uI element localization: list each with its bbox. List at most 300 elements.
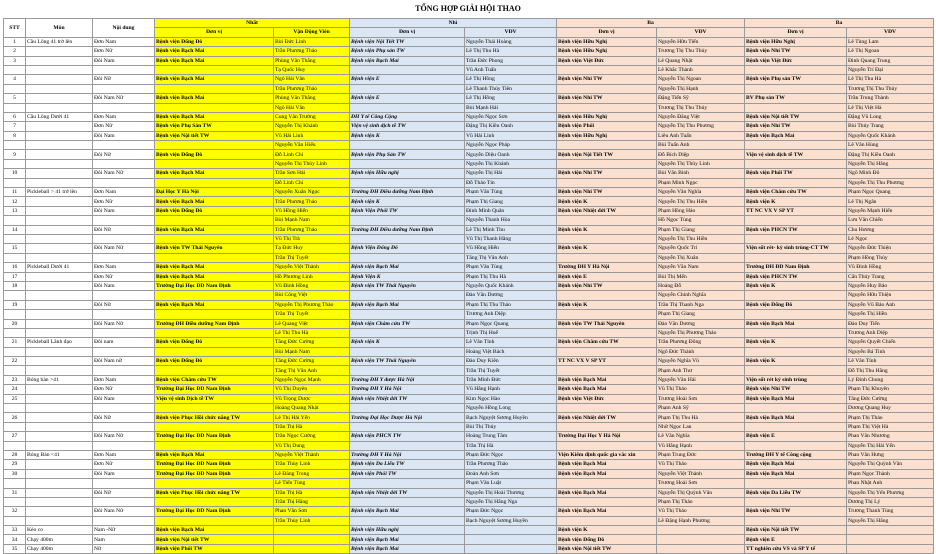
header-vdv-ba1: VĐV	[657, 28, 745, 37]
cell-nhi-donvi: Bệnh viện Bạch Mai	[350, 300, 465, 309]
header-donvi-nhi: Đơn vị	[350, 28, 465, 37]
cell-nhat-donvi	[155, 234, 274, 243]
cell-ba2-donvi: Bệnh viện Bạch Mai	[745, 394, 847, 403]
cell-nhat-vdv	[274, 544, 350, 553]
cell-stt: 29	[4, 460, 26, 469]
cell-noidung: Đôi Nam Nữ	[93, 94, 155, 103]
cell-mon: Bóng bàn >41	[26, 375, 93, 384]
cell-nhat-vdv: Bùi Mạnh Nam	[274, 347, 350, 356]
header-mon: Môn	[26, 19, 93, 38]
table-row	[4, 488, 934, 497]
cell-ba2-donvi: Bệnh viện Nội tiết TW	[745, 112, 847, 121]
cell-ba2-vdv: Trương Anh Diệp	[847, 328, 934, 337]
cell-noidung	[93, 497, 155, 506]
cell-ba2-donvi	[745, 310, 847, 319]
cell-ba1-donvi: Bệnh viện K	[557, 197, 657, 206]
cell-nhat-vdv: Hoàng Quang Nhật	[274, 404, 350, 413]
cell-ba1-donvi: Bệnh viện Hữu Nghị	[557, 131, 657, 140]
cell-noidung: Đơn Nam	[93, 112, 155, 121]
table-row	[4, 413, 934, 422]
cell-stt: 12	[4, 197, 26, 206]
cell-ba1-donvi: Bệnh viện E	[557, 272, 657, 281]
cell-ba1-donvi: Bệnh viện Nhi TW	[557, 75, 657, 84]
header-vdv-nhat: Vận Động Viên	[274, 28, 350, 37]
cell-nhat-vdv: Tăng Đức Cường	[274, 338, 350, 347]
cell-ba2-donvi: Bệnh viện E	[745, 432, 847, 441]
cell-ba1-vdv: Trần Thị Thanh Nga	[657, 300, 745, 309]
cell-nhat-donvi: Bệnh viện Nội tiết TW	[155, 535, 274, 544]
cell-mon	[26, 328, 93, 337]
cell-nhi-vdv: Nguyễn Thị Khánh	[465, 159, 557, 168]
cell-nhat-donvi: Bệnh viện Đống Đô	[155, 206, 274, 215]
cell-stt	[4, 366, 26, 375]
cell-nhi-donvi: Bệnh viện E	[350, 75, 465, 84]
cell-stt	[4, 310, 26, 319]
cell-nhi-donvi	[350, 328, 465, 337]
cell-ba2-donvi	[745, 159, 847, 168]
cell-ba2-donvi	[745, 366, 847, 375]
cell-noidung: Đôi Nam Nữ	[93, 507, 155, 516]
cell-nhi-vdv: Lê Thanh Thúy Tiên	[465, 84, 557, 93]
cell-ba1-donvi: Bệnh viện Nhi TW	[557, 281, 657, 290]
cell-ba1-vdv: Phạm Thị Thảo	[657, 497, 745, 506]
cell-ba2-donvi: TT nghiên cứu VS và SP Y tế	[745, 544, 847, 553]
table-row	[4, 385, 934, 394]
cell-nhi-vdv: Trần Thị Hà	[465, 441, 557, 450]
cell-mon: Pickleball Dưới 41	[26, 263, 93, 272]
cell-nhat-donvi: Bệnh viện Bạch Mai	[155, 112, 274, 121]
cell-noidung: Đôi Nam Nữ	[93, 319, 155, 328]
cell-nhat-donvi: Bệnh viện Bạch Mai	[155, 56, 274, 65]
cell-ba2-donvi	[745, 84, 847, 93]
cell-ba2-donvi: Trường ĐH Y tế Công cộng	[745, 450, 847, 459]
cell-ba2-donvi: Viện sốt rét- ký sinh trùng-CT TW	[745, 244, 847, 253]
cell-nhi-vdv: Phạm Văn Luật	[465, 479, 557, 488]
cell-ba1-donvi: Bệnh viện Nhi TW	[557, 188, 657, 197]
cell-stt	[4, 65, 26, 74]
cell-nhi-vdv: Lê Thị Hồng	[465, 75, 557, 84]
cell-nhi-donvi: Bệnh viện TW Thái Nguyên	[350, 357, 465, 366]
cell-ba2-donvi	[745, 291, 847, 300]
cell-mon: Cầu Lông 41 trở lên	[26, 37, 93, 46]
cell-ba2-donvi: Bệnh viện Nhi TW	[745, 385, 847, 394]
table-row	[4, 404, 934, 413]
cell-nhi-donvi: ĐH Y tế Công Cộng	[350, 112, 465, 121]
cell-nhat-donvi	[155, 328, 274, 337]
cell-nhi-vdv: Phạm Thị Thu Hà	[465, 272, 557, 281]
table-row	[4, 131, 934, 140]
cell-nhat-donvi: Bệnh viện Phổi TW	[155, 544, 274, 553]
cell-nhi-donvi: Trường ĐH Điều dưỡng Nam Định	[350, 225, 465, 234]
cell-stt: 4	[4, 75, 26, 84]
cell-ba1-vdv	[657, 544, 745, 553]
cell-ba2-vdv: Phạm Ngọc Quang	[847, 188, 934, 197]
cell-mon	[26, 65, 93, 74]
cell-ba1-vdv: Phạm Anh Thư	[657, 366, 745, 375]
cell-mon	[26, 422, 93, 431]
cell-noidung: Đôi Nam Nữ	[93, 432, 155, 441]
header-noidung: Nội dung	[93, 19, 155, 38]
cell-mon	[26, 56, 93, 65]
table-row	[4, 347, 934, 356]
cell-nhat-vdv: Vũ Hải Linh	[274, 131, 350, 140]
cell-nhat-donvi: Bệnh viện Phục Hồi chức năng TW	[155, 413, 274, 422]
cell-ba1-donvi: Bệnh viện Nhiệt đới TW	[557, 206, 657, 215]
cell-nhi-vdv: Nguyễn Hồng Long	[465, 404, 557, 413]
cell-ba1-vdv	[657, 526, 745, 535]
cell-stt: 14	[4, 225, 26, 234]
cell-nhi-donvi: Trường Đại Học Dược Hà Nội	[350, 413, 465, 422]
cell-mon	[26, 319, 93, 328]
cell-mon	[26, 206, 93, 215]
cell-ba1-donvi: Bệnh viện Phổi	[557, 122, 657, 131]
cell-stt: 23	[4, 375, 26, 384]
cell-ba1-vdv: Lê Đặng Hạnh Phương	[657, 516, 745, 525]
table-row	[4, 225, 934, 234]
cell-ba1-vdv	[657, 535, 745, 544]
cell-ba2-donvi: Bệnh viện Nhi TW	[745, 122, 847, 131]
cell-nhi-vdv: Trần Đức Phong	[465, 56, 557, 65]
cell-nhi-donvi: Bệnh viện Bạch Mai	[350, 535, 465, 544]
cell-nhi-vdv: Phạm Thị Giang	[465, 197, 557, 206]
cell-ba1-vdv: Vũ Hằng Hạnh	[657, 441, 745, 450]
cell-ba1-donvi: Bệnh viện Nhi TW	[557, 94, 657, 103]
header-vdv-ba2: VĐV	[847, 28, 934, 37]
table-row	[4, 263, 934, 272]
table-row	[4, 544, 934, 553]
cell-noidung	[93, 216, 155, 225]
table-row	[4, 357, 934, 366]
cell-nhi-donvi	[350, 84, 465, 93]
cell-noidung: Đôi Nam	[93, 56, 155, 65]
cell-ba2-donvi: Bệnh viện Phụ sản TW	[745, 75, 847, 84]
cell-nhat-donvi	[155, 441, 274, 450]
cell-stt: 18	[4, 281, 26, 290]
table-row	[4, 319, 934, 328]
cell-nhi-vdv: Đặng Thị Kiều Oanh	[465, 122, 557, 131]
cell-nhi-vdv: Nguyễn Ngọc Sơn	[465, 112, 557, 121]
cell-nhat-donvi: Trường Đại Học ĐD Nam Định	[155, 432, 274, 441]
cell-stt	[4, 253, 26, 262]
cell-ba2-donvi: Bệnh viện Hữu Nghị	[745, 37, 847, 46]
cell-mon	[26, 244, 93, 253]
cell-nhat-vdv: Phan Văn Sơn	[274, 507, 350, 516]
cell-nhi-donvi	[350, 234, 465, 243]
cell-mon	[26, 310, 93, 319]
cell-ba2-donvi: TT NC VX V SP YT	[745, 206, 847, 215]
cell-nhat-vdv: Nguyễn Việt Thành	[274, 263, 350, 272]
cell-stt: 20	[4, 319, 26, 328]
cell-ba2-vdv: Trương Thị Thu Thủy	[847, 84, 934, 93]
cell-stt	[4, 103, 26, 112]
cell-ba2-vdv: Tăng Đức Cường	[847, 394, 934, 403]
cell-mon	[26, 103, 93, 112]
cell-nhat-vdv: Nguyễn Việt Thành	[274, 450, 350, 459]
cell-nhi-vdv: Trương Anh Diệp	[465, 310, 557, 319]
cell-stt: 3	[4, 56, 26, 65]
cell-nhat-donvi	[155, 347, 274, 356]
cell-ba1-vdv: Phạm Anh Sỹ	[657, 404, 745, 413]
cell-nhat-donvi	[155, 366, 274, 375]
cell-mon	[26, 469, 93, 478]
cell-nhat-vdv: Nguyễn Thị Khánh	[274, 122, 350, 131]
cell-nhi-donvi: Bệnh viện Bạch Mai	[350, 56, 465, 65]
header-row-1	[4, 19, 934, 28]
cell-ba2-vdv: Phạm Thị Khuyên	[847, 385, 934, 394]
cell-nhi-vdv: Trịnh Thị Huế	[465, 328, 557, 337]
cell-nhi-vdv: Đỗ Thảo Tín	[465, 178, 557, 187]
cell-noidung	[93, 347, 155, 356]
cell-nhi-donvi: Bệnh viện PHCN TW	[350, 432, 465, 441]
cell-ba1-donvi: Bệnh viện Nhiệt đới TW	[557, 413, 657, 422]
cell-nhi-donvi	[350, 216, 465, 225]
cell-ba2-vdv: Nguyễn Mạnh Hiển	[847, 206, 934, 215]
cell-noidung	[93, 159, 155, 168]
table-row	[4, 526, 934, 535]
header-nhi: Nhì	[350, 19, 557, 28]
cell-ba1-donvi: Viện Kiểm định quốc gia vắc xin	[557, 450, 657, 459]
cell-nhat-donvi: Trường Đại Học ĐD Nam Định	[155, 469, 274, 478]
cell-nhi-donvi: Bệnh viện E	[350, 94, 465, 103]
cell-nhi-donvi	[350, 65, 465, 74]
cell-mon: Kéo co	[26, 526, 93, 535]
cell-ba1-vdv: Trương Hoài Sơn	[657, 394, 745, 403]
cell-ba1-vdv: Trương Thị Thu Thủy	[657, 103, 745, 112]
cell-ba2-vdv: Ngô Minh Đô	[847, 169, 934, 178]
cell-stt	[4, 84, 26, 93]
cell-ba2-donvi: Bệnh viện K	[745, 338, 847, 347]
cell-noidung: Đôi Nam	[93, 206, 155, 215]
cell-ba2-vdv: Nguyễn Bá Tình	[847, 347, 934, 356]
table-row	[4, 338, 934, 347]
cell-stt: 31	[4, 488, 26, 497]
cell-ba1-donvi	[557, 291, 657, 300]
cell-ba1-donvi	[557, 141, 657, 150]
cell-noidung	[93, 253, 155, 262]
cell-nhi-donvi	[350, 516, 465, 525]
cell-nhat-donvi: Trường Đại Học ĐD Nam Định	[155, 281, 274, 290]
cell-noidung	[93, 422, 155, 431]
cell-ba1-vdv: Phạm Minh Ngọc	[657, 178, 745, 187]
cell-ba1-vdv: Nhữ Ngọc Lan	[657, 422, 745, 431]
table-row	[4, 244, 934, 253]
cell-nhi-vdv: Nguyễn Thị Hải	[465, 169, 557, 178]
cell-nhat-vdv	[274, 526, 350, 535]
cell-nhat-donvi	[155, 84, 274, 93]
cell-nhi-vdv: Tăng Thị Vân Anh	[465, 253, 557, 262]
cell-stt: 30	[4, 469, 26, 478]
cell-mon: Pickleball Lãnh đạo	[26, 338, 93, 347]
cell-ba2-donvi	[745, 234, 847, 243]
cell-nhat-vdv: Trần Phương Thảo	[274, 225, 350, 234]
cell-nhat-donvi: Bệnh viện Bạch Mai	[155, 225, 274, 234]
table-row	[4, 535, 934, 544]
cell-ba1-donvi: Bệnh viện K	[557, 225, 657, 234]
cell-ba1-vdv: Nguyễn Thị Ngoan	[657, 75, 745, 84]
cell-ba1-vdv: Vũ Thị Thảo	[657, 460, 745, 469]
table-row	[4, 56, 934, 65]
cell-stt: 19	[4, 300, 26, 309]
cell-ba1-vdv: Trương Thị Thu Thủy	[657, 47, 745, 56]
cell-nhi-donvi: Bệnh Viện Phổi TW	[350, 206, 465, 215]
cell-mon	[26, 516, 93, 525]
cell-nhi-donvi	[350, 310, 465, 319]
cell-ba2-vdv: Lê Thị Ngân	[847, 197, 934, 206]
cell-ba2-vdv: Lưu Văn Chiến	[847, 216, 934, 225]
cell-noidung: Đôi Nữ	[93, 150, 155, 159]
cell-ba1-donvi: Bệnh viện Châm cứu TW	[557, 338, 657, 347]
cell-stt	[4, 404, 26, 413]
cell-nhi-vdv: Lê Thị Minh Thu	[465, 225, 557, 234]
table-row	[4, 469, 934, 478]
cell-ba1-donvi: Bệnh viện Đống Đô	[557, 535, 657, 544]
cell-stt	[4, 516, 26, 525]
cell-stt: 26	[4, 413, 26, 422]
table-row	[4, 422, 934, 431]
cell-ba1-donvi	[557, 159, 657, 168]
cell-ba1-vdv: Nguyễn Hữu Tiến	[657, 37, 745, 46]
cell-nhat-vdv: Vũ Thị Dung	[274, 441, 350, 450]
cell-nhat-vdv: Vũ Trọng Dược	[274, 394, 350, 403]
cell-ba2-vdv: Nguyễn Vũ Bảo Anh	[847, 300, 934, 309]
cell-ba2-donvi	[745, 216, 847, 225]
cell-mon	[26, 75, 93, 84]
cell-ba1-vdv: Hoàng Đỗ	[657, 281, 745, 290]
cell-nhi-donvi	[350, 253, 465, 262]
cell-noidung: Đơn Nam	[93, 188, 155, 197]
cell-mon	[26, 169, 93, 178]
cell-stt: 15	[4, 244, 26, 253]
header-ba-1: Ba	[557, 19, 745, 28]
cell-noidung	[93, 84, 155, 93]
cell-ba2-donvi	[745, 479, 847, 488]
cell-nhi-donvi	[350, 291, 465, 300]
cell-mon	[26, 479, 93, 488]
cell-mon	[26, 432, 93, 441]
cell-noidung: Đôi Nam	[93, 131, 155, 140]
cell-nhi-vdv: Phạm Đức Ngọc	[465, 507, 557, 516]
table-row	[4, 178, 934, 187]
cell-noidung: Đôi nam	[93, 338, 155, 347]
cell-ba1-vdv: Nguyễn Thị Xuân	[657, 253, 745, 262]
cell-nhat-donvi: Bệnh viện Đống Đô	[155, 37, 274, 46]
cell-nhi-vdv: Bùi Thị Thủy	[465, 422, 557, 431]
cell-ba1-donvi	[557, 253, 657, 262]
cell-ba2-vdv: Đỗ Thị Thu Hằng	[847, 366, 934, 375]
cell-ba1-donvi	[557, 347, 657, 356]
cell-noidung: Nam -Nữ	[93, 526, 155, 535]
cell-mon	[26, 385, 93, 394]
cell-mon	[26, 272, 93, 281]
cell-ba1-vdv: Đào Văn Dương	[657, 319, 745, 328]
table-row	[4, 253, 934, 262]
cell-noidung	[93, 441, 155, 450]
cell-nhi-donvi: Bệnh viện K	[350, 197, 465, 206]
cell-ba2-donvi: Bệnh viện Bạch Mai	[745, 319, 847, 328]
cell-nhi-donvi	[350, 404, 465, 413]
cell-noidung: Đôi Nam	[93, 469, 155, 478]
table-row	[4, 75, 934, 84]
cell-ba2-vdv: Chu Hương	[847, 225, 934, 234]
cell-mon	[26, 366, 93, 375]
cell-ba1-vdv: Vũ Thị Thảo	[657, 385, 745, 394]
cell-nhat-donvi: Bệnh viện Châm cứu TW	[155, 375, 274, 384]
cell-ba2-donvi	[745, 178, 847, 187]
header-nhat: Nhất	[155, 19, 350, 28]
cell-stt: 13	[4, 206, 26, 215]
cell-ba1-donvi: Bệnh viện Bạch Mai	[557, 385, 657, 394]
cell-noidung: Đôi Nam	[93, 281, 155, 290]
cell-ba2-vdv: Nguyễn Đức Thiện	[847, 244, 934, 253]
cell-nhat-vdv: Lê Quang Việt	[274, 319, 350, 328]
cell-nhi-vdv: Trần Minh Đức	[465, 375, 557, 384]
cell-ba1-vdv: Liêu Anh Tuấn	[657, 131, 745, 140]
header-donvi-ba1: Đơn vị	[557, 28, 657, 37]
cell-nhat-vdv: Bùi Mạnh Nam	[274, 216, 350, 225]
cell-ba1-donvi: Bệnh viện Nội tiết TW	[557, 544, 657, 553]
cell-nhi-donvi: Bệnh viện Da Liễu TW	[350, 460, 465, 469]
cell-ba1-donvi: Bệnh viện Bạch Mai	[557, 460, 657, 469]
table-row	[4, 291, 934, 300]
cell-nhi-donvi	[350, 159, 465, 168]
cell-ba2-vdv: Nguyễn Thị Thu Phương	[847, 178, 934, 187]
cell-nhat-donvi	[155, 103, 274, 112]
cell-nhi-donvi: Bệnh viện Nội Tiết TW	[350, 37, 465, 46]
cell-nhat-vdv: Trần Phương Thảo	[274, 197, 350, 206]
cell-ba2-donvi: Bệnh viện Việt Đức	[745, 56, 847, 65]
table-row	[4, 394, 934, 403]
cell-stt: 21	[4, 338, 26, 347]
cell-stt: 10	[4, 169, 26, 178]
table-row	[4, 497, 934, 506]
cell-ba2-vdv: Nguyễn Thị Hằng	[847, 159, 934, 168]
cell-ba1-vdv: Nguyễn Nghĩa Vũ	[657, 357, 745, 366]
table-row	[4, 460, 934, 469]
cell-noidung: Đơn Nữ	[93, 460, 155, 469]
cell-nhi-vdv: Lê Thị Hồng	[465, 94, 557, 103]
cell-ba2-vdv: Phan Nhật Anh	[847, 479, 934, 488]
cell-ba2-vdv: Phạm Thị Việt Hà	[847, 422, 934, 431]
cell-nhat-donvi	[155, 516, 274, 525]
cell-nhat-vdv: Bùi Công Việt	[274, 291, 350, 300]
cell-nhat-donvi: Bệnh viện Nội tiết TW	[155, 131, 274, 140]
cell-ba2-donvi: Bệnh viện Bạch Mai	[745, 469, 847, 478]
cell-ba1-donvi: Bệnh viện TW Thái Nguyên	[557, 319, 657, 328]
cell-stt	[4, 441, 26, 450]
cell-ba1-vdv: Đỗ Bích Diệp	[657, 150, 745, 159]
cell-ba2-vdv: Cấn Thủy Trang	[847, 272, 934, 281]
cell-noidung	[93, 328, 155, 337]
cell-nhat-vdv: Trần Thị Tuyết	[274, 310, 350, 319]
cell-ba1-vdv: Nguyễn Thị Quỳnh Vân	[657, 488, 745, 497]
cell-noidung	[93, 404, 155, 413]
cell-stt	[4, 422, 26, 431]
cell-nhat-donvi: Bệnh viện Bạch Mai	[155, 169, 274, 178]
cell-noidung: Đôi Nữ	[93, 488, 155, 497]
cell-nhat-donvi: Trường Đại Học ĐD Nam Định	[155, 385, 274, 394]
cell-mon: Pickleball > 41 trở lên	[26, 188, 93, 197]
cell-ba2-donvi	[745, 404, 847, 413]
cell-nhat-vdv: Vũ Thị Trà	[274, 234, 350, 243]
cell-ba2-donvi: Bệnh viện Phổi TW	[745, 169, 847, 178]
cell-stt: 22	[4, 357, 26, 366]
cell-ba2-vdv: Lê Tùng Lam	[847, 37, 934, 46]
cell-nhi-donvi	[350, 347, 465, 356]
cell-ba1-donvi	[557, 422, 657, 431]
cell-stt: 33	[4, 526, 26, 535]
cell-nhi-vdv: Nguyễn Quốc Khánh	[465, 281, 557, 290]
table-row	[4, 47, 934, 56]
